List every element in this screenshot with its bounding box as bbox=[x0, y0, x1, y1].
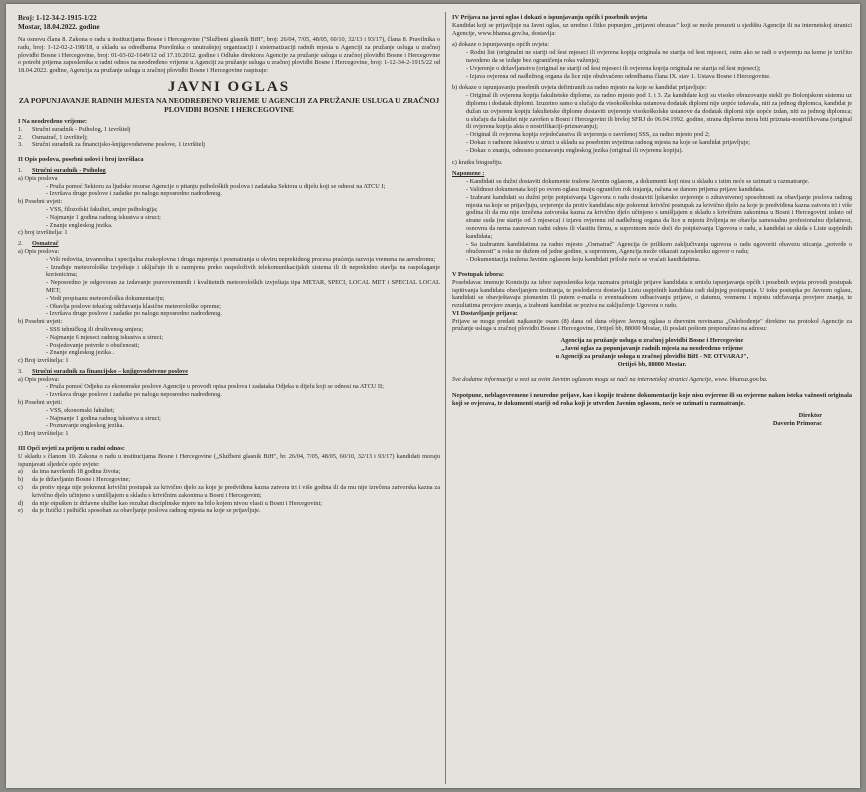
special-proof-item: - Original ili ovjerena kopija fakultetske diplome, za radno mjesto pod 1. i 3. Za kandidate koji su visoko obrazovanje stekli po Bolonjskom sistemu uz diplomu i dodatak diplomi. Izuzetno samo u slučaju da visokoškolska ustanova dodatak diplomi nije uopće izdavala, niti za jednog diplomca, kandidat je dužan uz ovjerenu kopiju fakultetske diplome dostaviti uvjerenje visokoškolske ustanove da dodatak diplomi nije uopće izdan, niti za jednog diplomca; u slučaju da fakultet nije završen u Bosni i Hercegovini ili bivšoj SFRJ do 06.04.1992. godine, strana diploma mora biti priznata-nostrifikovana (original ili ovjerena kopija akta o nostrifikaciji-priznavanju); bbox=[452, 92, 852, 131]
job-condition-item: - Najmanje 6 mjeseci radnog iskustva u struci; bbox=[18, 334, 440, 342]
general-condition-item-marker: a) bbox=[18, 468, 23, 476]
section-4-intro: Kandidat koji se prijavljuje na Javni oglas, uz uredno i čitko popunjen „prijavni obrazac" koji se može preuzeti u sjedištu Agencije ili na internetskoj stranici Agencije, www.bhansa.gov.ba, dostavlja: bbox=[452, 21, 852, 37]
note-item: - Dokumentacija tražena Javnim oglasom koju kandidati prilože neće se vraćati kandidatima. bbox=[452, 256, 852, 264]
job-duty-item: - Pruža pomoć Sektoru za ljudske resurse Agencije o pitanju psiholoških poslova i zadataka Sektora u dijelu koji se odnosi na ATCU I; bbox=[18, 183, 440, 191]
address-line: „Javni oglas za popunjavanje radnih mjesta na neodređeno vrijeme bbox=[561, 345, 743, 353]
place-date: Mostar, 18.04.2022. godine bbox=[18, 23, 100, 31]
general-condition-item-text: da ima navršenih 18 godina života; bbox=[32, 468, 121, 476]
job-title-row bbox=[18, 167, 440, 175]
special-proof-item: - Original ili ovjerena kopija svjedočanstva ili uvjerenja o završenoj SSS, za radno mjesto pod 2; bbox=[452, 131, 852, 139]
general-condition-item-text: da je fizički i psihički sposoban za obavljanje poslova radnog mjesta na koje se prijavljuje. bbox=[32, 507, 261, 515]
note-item: - Sa izabranim kandidatima za radno mjesto „Osmatrač" Agencija će prilikom zaključivanja ugovora o radu ugovoriti obavezu sticanja „potvrde o obučenosti" u roku ne dužem od jedne godine, u suprotnom, Agencija može otkazati zaposleniku ugovor o radu; bbox=[452, 241, 852, 257]
job-duty-item: - Izvršava druge poslove i zadatke po nalogu neposredno nadređenog. bbox=[18, 391, 440, 399]
section-3-intro: U skladu s članom 10. Zakona o radu u institucijama Bosne i Hercegovine („Službeni glasnik BiH", br. 26/04, 7/05, 48/05, 60/10, 32/13 i 93/17) kandidati moraju ispunjavati sljedeće opće uvjete: bbox=[18, 452, 440, 468]
job-duty-item: - Izvršava druge poslove i zadatke po nalogu neposredno nadređenog. bbox=[18, 190, 440, 198]
position-item-marker: 2. bbox=[18, 133, 23, 141]
general-condition-item-text: da nije otpušten iz državne službe kao rezultat disciplinske mjere na bilo kojem nivou vlasti u Bosni i Hercegovini; bbox=[32, 499, 322, 507]
general-condition-item-marker: d) bbox=[18, 499, 24, 507]
section-5-heading: V Postupak izbora: bbox=[452, 270, 505, 278]
job-title: Osmatrač bbox=[32, 240, 59, 248]
notes-list bbox=[452, 178, 852, 264]
job-duty-item: - Izrađuje meteorološke izvještaje i uključuje ih u razmjenu preko raspoloživih telekomunikacijskih sistema ili ih neprekidno stavlja na raspolaganje korisnicima; bbox=[18, 264, 440, 280]
special-proof-list bbox=[452, 92, 852, 154]
section-2-heading: II Opis poslova, posebni uslovi i broj izvršilaca bbox=[18, 156, 144, 164]
notice-subtitle: ZA POPUNJAVANJE RADNIH MJESTA NA NEODREĐENO VRIJEME U AGENCIJI ZA PRUŽANJE USLUGA U ZRAČNOJ PLOVIDBI BOSNE I HERCEGOVINE bbox=[18, 95, 440, 114]
general-condition-item-marker: e) bbox=[18, 507, 23, 515]
newspaper-page bbox=[6, 4, 860, 788]
general-condition-item bbox=[18, 484, 440, 500]
signature-name: Davorin Primorac bbox=[772, 419, 822, 427]
general-proof-item: - Izjava ovjerena od nadležnog organa da lice nije obuhvaćeno odredbama člana IX. stav 1. Ustava Bosne i Hercegovine. bbox=[452, 73, 852, 81]
job-number: 3. bbox=[18, 367, 23, 375]
job-condition-item: - Poznavanje engleskog jezika. bbox=[18, 422, 440, 430]
job-conditions-label: b) Posebni uvjeti: bbox=[18, 198, 63, 206]
right-column bbox=[452, 14, 852, 784]
position-item-text: Stručni suradnik - Psiholog, 1 izvršitelj bbox=[32, 125, 131, 133]
job-condition-item: - Znanje engleskog jezika. bbox=[18, 222, 440, 230]
job-duties-label: a) Opis poslova: bbox=[18, 247, 60, 255]
job-block bbox=[18, 240, 440, 365]
job-number: 2. bbox=[18, 240, 23, 248]
general-proof-label: a) dokaze o ispunjavanju općih uvjeta: bbox=[452, 41, 550, 49]
position-item bbox=[18, 134, 440, 142]
job-title-row bbox=[18, 368, 440, 376]
job-block bbox=[18, 368, 440, 438]
position-item-text: Stručni suradnik za financijsko-knjigovodstvene poslove, 1 izvršitelj bbox=[32, 141, 205, 149]
section-6-text: Prijave se mogu predati najkasnije osam (8) dana od dana objave Javnog oglasa u dnevnim novinama „Oslobođenje" direktno na protokol Agencije za pružanje usluga u zračnoj plovidbi Bosne i Hercegovine, Ortiješ bb, 88000 Mostar, ili poslati poštom preporučeno na adresu: bbox=[452, 317, 852, 333]
job-conditions-label: b) Posebni uvjeti: bbox=[18, 399, 63, 407]
job-number: 1. bbox=[18, 166, 23, 174]
general-condition-item-text: da je državljanin Bosne i Hercegovine; bbox=[32, 476, 131, 484]
general-condition-item-text: da protiv njega nije pokrenut krivični postupak za krivično djelo za koje je predviđena kazna zatvora tri i više godina ili da mu nije izrečena zatvorska kazna za krivično djelo učinjeno s umišljajem u skladu s krivičnim zakonima u Bosni i Hercegovini; bbox=[32, 484, 440, 499]
reference-number: Broj: 1-12-34-2-1915-1/22 bbox=[18, 14, 97, 22]
job-condition-item: - Posjedovanje potvrde o obučenosti; bbox=[18, 342, 440, 350]
job-duty-item: - Izvršava druge poslove i zadatke po nalogu neposredno nadređenog. bbox=[18, 310, 440, 318]
position-item-marker: 1. bbox=[18, 125, 23, 133]
mailing-address bbox=[452, 337, 852, 368]
general-proof-list bbox=[452, 49, 852, 80]
job-duty-item: - Obavlja poslove tekućeg održavanja klasične meteorološke opreme; bbox=[18, 303, 440, 311]
job-headcount: c) broj izvršitelja: 1 bbox=[18, 229, 68, 237]
section-3-heading: III Opći uvjeti za prijem u radni odnos: bbox=[18, 445, 125, 453]
job-title-row bbox=[18, 240, 440, 248]
position-item-marker: 3. bbox=[18, 141, 23, 149]
job-headcount: c) Broj izvršitelja: 1 bbox=[18, 357, 69, 365]
general-proof-item: - Uvjerenje o državljanstvu (original ne stariji od šest mjeseci ili ovjerena kopija originala ne starija od šest mjeseci); bbox=[452, 65, 852, 73]
address-line: Agencija za pružanje usluga u zračnoj plovidbi Bosne i Hercegovine bbox=[560, 337, 744, 345]
incomplete-applications-warning: Nepotpune, neblagovremene i neuredne prijave, kao i kopije tražene dokumentacije koje nisu ovjerene ili su ovjerene nakon isteka važnosti originala koji se ovjerava, te dokumenti stariji od roka koji je utvrđen Javnim oglasom, neće se uzimati u razmatranje. bbox=[452, 392, 852, 408]
section-3-list bbox=[18, 468, 440, 515]
left-column bbox=[18, 14, 440, 784]
job-headcount: c) Broj izvršitelja: 1 bbox=[18, 430, 69, 438]
special-proof-item: - Dokaz o radnom iskustvu u struci u skladu sa posebnim uvjetima radnog mjesta na koje se kandidat prijavljuje; bbox=[452, 139, 852, 147]
address-line: Ortiješ bb, 88000 Mostar. bbox=[617, 360, 687, 368]
job-duty-item: - Vrši redovita, izvanredna i specijalna zrakoplovna i druga mjerenja i posmatranja u okviru neprekidnog procesa praćenja razvoja vremena na aerodromu; bbox=[18, 256, 440, 264]
section-5-text: Posebdavac imenuje Komisiju za izbor zaposlenika koja razmatra pristigle prijave kandidata u smislu ispunjavanja općih i posebnih uvjeta provodi postupak ispitivanja kandidata obavljanjem testiranja, te poslodavcu dostavlja Listu uspješnih kandidata radi daljnjeg postupanja. U toku postupka po Javnom oglasu, kandidati se obavještavaju pismenim ili putem e-maila o eventualnom odbacivanju prijave, o datumu, vremenu i mjestu održavanja provjere znanja, te rezultatima provjere znanja, a izabrani kandidat se poziva na zaključenje Ugovora o radu. bbox=[452, 278, 852, 310]
notes-label: Napomene : bbox=[452, 170, 485, 178]
special-proof-item: - Dokaz o znanju, odnosno poznavanju engleskog jezika (original ili ovjerenu kopiju). bbox=[452, 147, 852, 155]
position-item bbox=[18, 141, 440, 149]
position-item bbox=[18, 126, 440, 134]
job-condition-item: - VSS, filozofski fakultet, smjer psihologija; bbox=[18, 206, 440, 214]
note-item: - Izabrani kandidati su dužni prije potpisivanja Ugovora o radu dostaviti ljekarsko uvjerenje o zdravstvenoj sposobnosti za obavljanje poslova radnog mjesta na koje se prijavljuju, uvjerenje da protiv kandidata nije pokrenut krivični postupak za krivično djelo za koje je predviđena kazna zatvora tri i više godina ili da mu nije izrečena zatvorska kazna za krivično djelo učinjeno s umišljajem u skladu s krivičnim zakonima u Bosni i Hercegovini izdato od strane suda (ne starije od 3 mjeseca) i izjavu ovjerenu od nadležnog organa da lice u mjestu življenja ne obavlja samostalnu profesionalnu djelatnost, osnovnu da nema zasnovan radni odnos ili vlastitu firmu, u suprotnom neće doći do potpisivanja Ugovora o radu, a kandidat se skida s Liste uspješnih kandidata; bbox=[452, 194, 852, 241]
job-conditions-label: b) Posebni uvjeti: bbox=[18, 318, 63, 326]
general-condition-item bbox=[18, 468, 440, 476]
special-proof-label: b) dokaze o ispunjavanju posebnih uvjeta definiranih za radno mjesto na koje se kandidat prijavljuje: bbox=[452, 84, 707, 92]
job-condition-item: - Najmanje 1 godina radnog iskustva u struci; bbox=[18, 415, 440, 423]
job-condition-item: - SSS tehničkog ili društvenog smjera; bbox=[18, 326, 440, 334]
note-item: - Kandidati su dužni dostaviti dokumente tražene Javnim oglasom, a dokumenti koji nisu u skladu s istim neće se uzimati u razmatranje. bbox=[452, 178, 852, 186]
section-1-heading: I Na neodređeno vrijeme: bbox=[18, 117, 87, 125]
column-divider bbox=[445, 12, 446, 784]
job-duty-item: - Neposredno je odgovoran za izdavanje pravovremenih i kvalitetnih meteoroloških izvještaja tipa METAR, SPECI, LOCAL MET i SPECIAL LOCAL MET; bbox=[18, 279, 440, 295]
job-title: Stručni suradnik za financijsko – knjigovodstvene poslove bbox=[32, 367, 189, 375]
general-condition-item-marker: c) bbox=[18, 484, 23, 492]
job-condition-item: - VSS, ekonomski fakultet; bbox=[18, 407, 440, 415]
notice-title: JAVNI OGLAS bbox=[167, 78, 291, 95]
general-proof-item: - Rodni list (originalni ne stariji od šest mjeseci ili ovjerena kopija originala ne starija od šest mjeseci, osim ako se radi o uvjerenju na kome je izričito navedeno da se izdaje bez ograničenja roka važenja); bbox=[452, 49, 852, 65]
job-duties-label: a) Opis poslova bbox=[18, 174, 58, 182]
job-condition-item: - Najmanje 1 godina radnog iskustva u struci; bbox=[18, 214, 440, 222]
section-6-heading: VI Dostavljanje prijava: bbox=[452, 309, 518, 317]
position-item-text: Osmatrač, 1 izvršitelj; bbox=[32, 133, 88, 141]
address-line: u Agenciji za pružanje usluga u zračnoj plovidbi BiH - NE OTVARAJ", bbox=[555, 352, 749, 360]
general-condition-item bbox=[18, 507, 440, 515]
job-duties-label: a) Opis poslova: bbox=[18, 375, 60, 383]
section-1-list bbox=[18, 126, 440, 149]
general-condition-item-marker: b) bbox=[18, 476, 24, 484]
job-duty-item: - Pruža pomoć Odjeku za ekonomske poslove Agencije u provođi opisa poslova i zadataka Odjeka u dijelu koji se odnosi na ATCU II; bbox=[18, 383, 440, 391]
legal-intro: Na osnovu člana 8. Zakona o radu u institucijama Bosne i Hercegovine ("Službeni glasnik BiH", broj: 26/04, 7/05, 48/05, 60/10, 32/13 i 93/17), člana 8. Pravilnika o radu, broj: 1-12-02-2-198/18, u skladu sa odredbama Pravilnika o unutrašnjoj organizaciji i sistematizaciji radnih mjesta u Agenciji za pružanje usluga u zračnoj plovidbi Bosne i Hercegovine, broj: 01-03-02-1649/12 od 17.10.2012. godine i Odluke direktora Agencije za pružanje usluga u zračnoj plovidbi Bosne i Hercegovine o potrebi prijema zaposlenika u radni odnos na neodređeno vrijeme u Agenciji za pružanje usluga u zračnoj plovidbi Bosne i Hercegovine, broj: 1-12-34-2-1915/22 od 18.04.2022. godine, Agencija za pružanje usluga u zračnoj plovidbi Bosne i Hercegovine raspisuje: bbox=[18, 36, 440, 75]
job-block bbox=[18, 167, 440, 237]
job-duty-item: - Vodi propisanu meteorološku dokumentaciju; bbox=[18, 295, 440, 303]
note-item: - Validnost dokumenata koji po ovom oglasu imaju ograničen rok trajanja, računa se danom prijema prijave kandidata. bbox=[452, 186, 852, 194]
general-condition-item bbox=[18, 476, 440, 484]
section-4-heading: IV Prijava na javni oglas i dokazi o ispunjavanju općih i posebnih uvjeta bbox=[452, 14, 648, 21]
section-2-jobs bbox=[18, 167, 440, 438]
biography-label: c) kratku biografiju. bbox=[452, 158, 503, 166]
additional-info: Sve dodatne informacije u vezi sa ovim Javnim oglasom mogu se naći na internetskoj stranici Agencije, www. bhansa.gov.ba. bbox=[452, 376, 768, 384]
signature-role: Direktor bbox=[798, 411, 822, 419]
job-condition-item: - Znanje engleskog jezika . bbox=[18, 349, 440, 357]
general-condition-item bbox=[18, 500, 440, 508]
job-title: Stručni suradnik - Psiholog bbox=[32, 166, 106, 174]
